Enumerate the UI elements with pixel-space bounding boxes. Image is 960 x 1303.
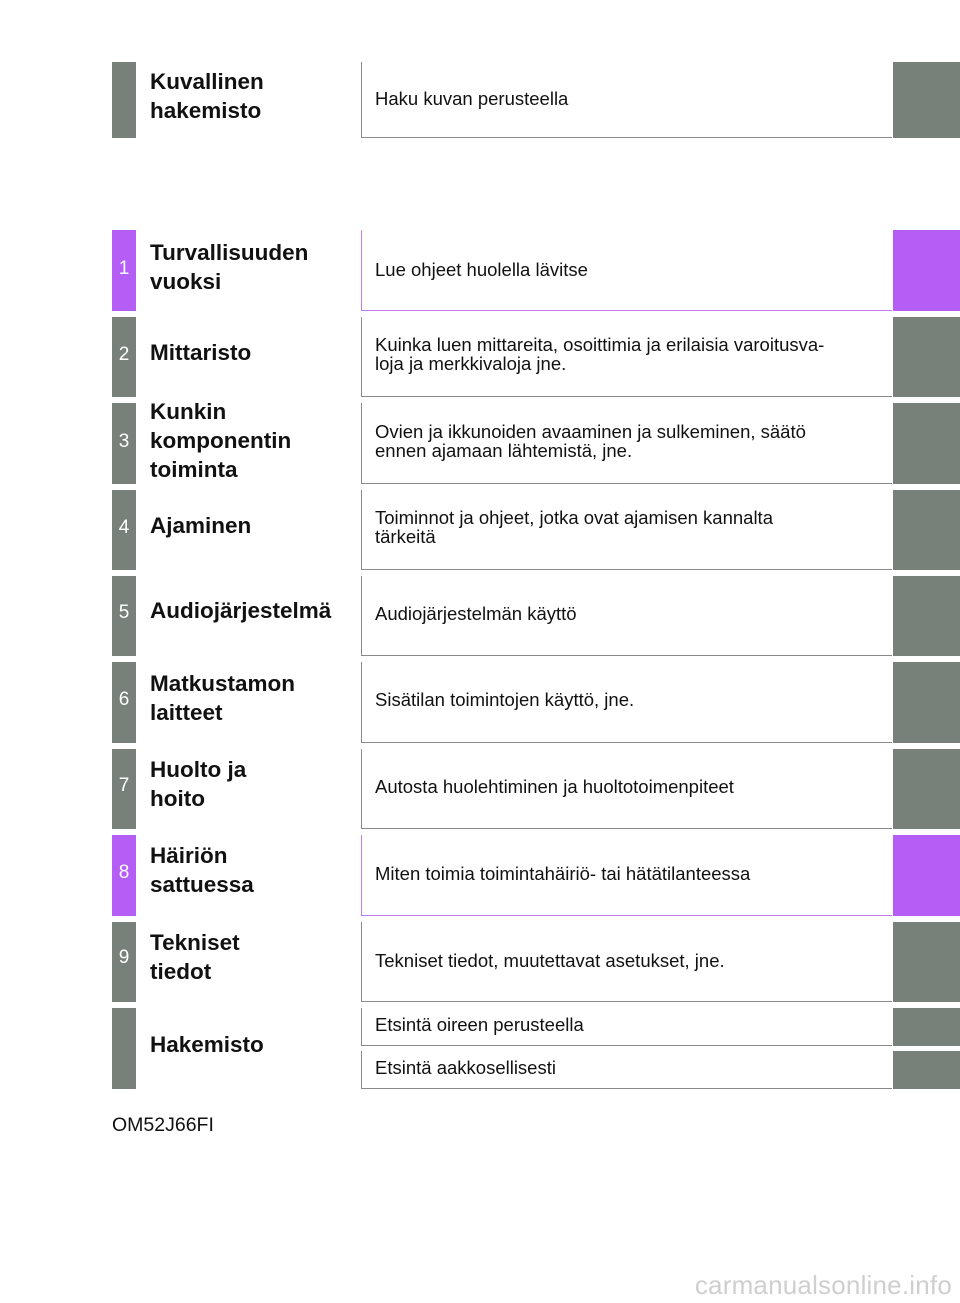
index-item-label: Etsintä oireen perusteella <box>375 1014 584 1035</box>
chapter-number: 1 <box>118 258 130 279</box>
chapter-title: Tekniset tiedot <box>150 930 240 984</box>
chapter-tab-right <box>893 922 960 1002</box>
chapter-tab-right <box>893 662 960 743</box>
chapter-title: Audiojärjestelmä <box>150 598 332 623</box>
chapter-description-box <box>361 835 892 916</box>
chapter-description-box <box>361 230 892 311</box>
chapter-number: 6 <box>118 689 130 710</box>
index-title: Hakemisto <box>150 1032 264 1057</box>
chapter-row-4[interactable] <box>112 490 960 570</box>
chapter-tab-right <box>893 403 960 484</box>
index-right-tab-2 <box>893 1051 960 1089</box>
chapter-tab-right <box>893 230 960 311</box>
chapter-row-6[interactable] <box>112 662 960 743</box>
chapter-title: Ajaminen <box>150 513 252 538</box>
document-code: OM52J66FI <box>112 1114 214 1136</box>
chapter-title: Häiriön sattuessa <box>150 843 254 897</box>
chapter-description: Miten toimia toimintahäiriö- tai hätätilanteessa <box>375 863 751 884</box>
chapter-tab-right <box>893 490 960 570</box>
chapter-title: Mittaristo <box>150 340 252 365</box>
watermark-text: carmanualsonline.info <box>694 1270 952 1300</box>
picture-index-left-tab <box>112 62 136 138</box>
chapter-description-box <box>361 490 892 570</box>
chapter-title: Turvallisuuden vuoksi <box>150 240 309 294</box>
picture-index-description: Haku kuvan perusteella <box>375 88 569 109</box>
chapter-number: 5 <box>118 602 130 623</box>
chapter-description: Lue ohjeet huolella lävitse <box>375 259 588 280</box>
chapter-description-box <box>361 749 892 829</box>
picture-index-row[interactable] <box>112 62 960 138</box>
chapter-row-8[interactable] <box>112 835 960 916</box>
chapter-row-7[interactable] <box>112 749 960 829</box>
chapter-row-3[interactable] <box>112 399 960 484</box>
chapter-title: Kunkin komponentin toiminta <box>150 399 292 482</box>
chapter-description: Audiojärjestelmän käyttö <box>375 603 577 624</box>
chapter-number: 7 <box>118 775 130 796</box>
chapter-row-5[interactable] <box>112 576 960 656</box>
index-item-alphabetical[interactable] <box>361 1051 892 1089</box>
picture-index-title: Kuvallinen hakemisto <box>150 69 264 123</box>
chapter-tab-right <box>893 576 960 656</box>
chapter-tab-right <box>893 749 960 829</box>
chapter-description: Toiminnot ja ohjeet, jotka ovat ajamisen kannalta tärkeitä <box>375 507 773 547</box>
chapter-description-box <box>361 317 892 397</box>
chapter-number: 3 <box>118 431 130 452</box>
chapter-tab-right <box>893 835 960 916</box>
picture-index-description-box <box>361 62 892 138</box>
chapter-row-9[interactable] <box>112 922 960 1002</box>
chapter-description-box <box>361 662 892 743</box>
chapter-description: Ovien ja ikkunoiden avaaminen ja sulkeminen, säätö ennen ajamaan lähtemistä, jne. <box>375 421 806 461</box>
picture-index-right-tab <box>893 62 960 138</box>
chapter-description-box <box>361 922 892 1002</box>
index-right-tab-1 <box>893 1008 960 1046</box>
chapter-number: 9 <box>118 947 130 968</box>
index-item-symptom[interactable] <box>361 1008 892 1046</box>
chapter-row-2[interactable] <box>112 317 960 397</box>
chapter-number: 4 <box>118 517 130 538</box>
chapter-description: Kuinka luen mittareita, osoittimia ja erilaisia varoitusva- loja ja merkkivaloja jne. <box>375 334 825 374</box>
chapter-number: 2 <box>118 344 130 365</box>
chapter-description: Tekniset tiedot, muutettavat asetukset, jne. <box>375 950 725 971</box>
chapter-row-1[interactable] <box>112 230 960 311</box>
chapter-description-box <box>361 403 892 484</box>
chapter-title: Matkustamon laitteet <box>150 671 296 725</box>
chapter-tab-right <box>893 317 960 397</box>
chapter-title: Huolto ja hoito <box>150 757 247 811</box>
chapter-description: Sisätilan toimintojen käyttö, jne. <box>375 689 635 710</box>
index-section <box>112 1008 960 1089</box>
chapter-description: Autosta huolehtiminen ja huoltotoimenpiteet <box>375 776 734 797</box>
index-item-label: Etsintä aakkosellisesti <box>375 1057 556 1078</box>
index-left-tab <box>112 1008 136 1089</box>
chapter-number: 8 <box>118 862 130 883</box>
chapter-description-box <box>361 576 892 656</box>
